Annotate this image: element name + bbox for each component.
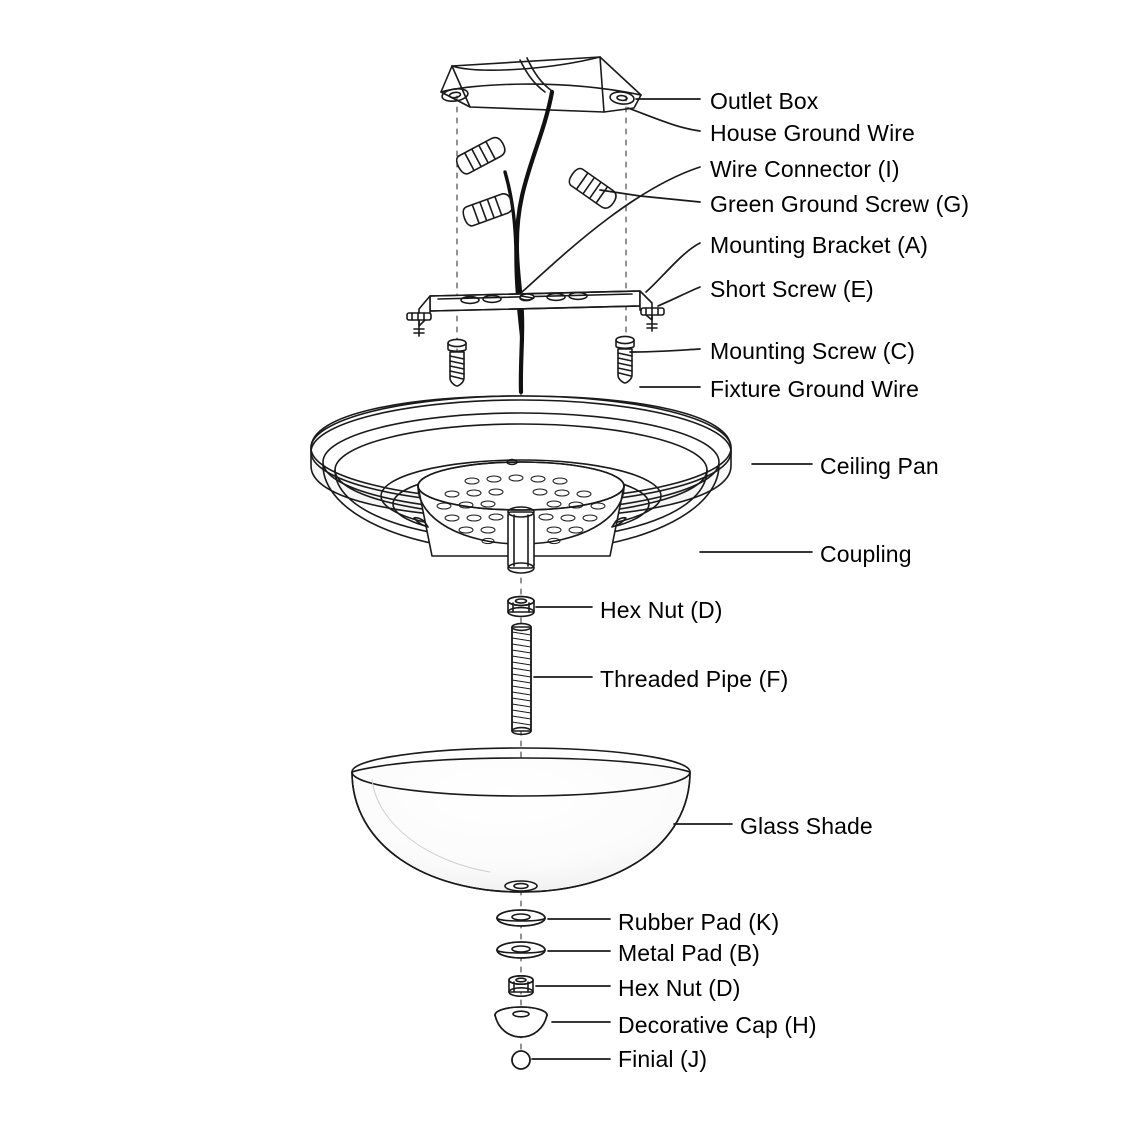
rubber-pad-art xyxy=(497,910,545,926)
label-threaded-pipe: Threaded Pipe (F) xyxy=(600,666,789,692)
label-house-ground-wire: House Ground Wire xyxy=(710,120,915,146)
leader-house-ground-wire xyxy=(628,108,700,131)
label-fixture-ground-wire: Fixture Ground Wire xyxy=(710,376,919,402)
label-hex-nut-top: Hex Nut (D) xyxy=(600,597,723,623)
label-mounting-screw: Mounting Screw (C) xyxy=(710,338,916,364)
leader-wire-connector xyxy=(522,167,700,292)
hex-nut-top-art xyxy=(508,597,534,617)
outlet-box-art xyxy=(441,57,641,112)
finial-art xyxy=(512,1051,530,1069)
fixture-ground-wire-art xyxy=(505,172,522,340)
label-ceiling-pan: Ceiling Pan xyxy=(820,453,939,479)
green-ground-screw-art xyxy=(520,294,534,300)
label-mounting-bracket: Mounting Bracket (A) xyxy=(710,232,929,258)
label-finial: Finial (J) xyxy=(618,1046,708,1072)
metal-pad-art xyxy=(497,942,545,958)
label-green-ground-screw: Green Ground Screw (G) xyxy=(710,191,970,217)
mounting-screw-art xyxy=(448,336,634,386)
label-coupling: Coupling xyxy=(820,541,912,567)
label-decorative-cap: Decorative Cap (H) xyxy=(618,1012,817,1038)
leader-short-screw xyxy=(658,287,700,306)
leader-mounting-bracket xyxy=(646,243,700,292)
coupling-art xyxy=(508,507,534,573)
label-glass-shade: Glass Shade xyxy=(740,813,873,839)
label-wire-connector: Wire Connector (I) xyxy=(710,156,900,182)
threaded-pipe-art xyxy=(512,624,531,735)
glass-shade-art xyxy=(352,748,690,892)
label-hex-nut-bottom: Hex Nut (D) xyxy=(618,975,741,1001)
house-ground-wire-art xyxy=(517,92,552,392)
label-metal-pad: Metal Pad (B) xyxy=(618,940,760,966)
label-rubber-pad: Rubber Pad (K) xyxy=(618,909,780,935)
ceiling-pan-art xyxy=(311,396,731,573)
label-outlet-box: Outlet Box xyxy=(710,88,819,114)
leader-mounting-screw xyxy=(630,349,700,352)
decorative-cap-art xyxy=(495,1007,547,1037)
label-short-screw: Short Screw (E) xyxy=(710,276,874,302)
